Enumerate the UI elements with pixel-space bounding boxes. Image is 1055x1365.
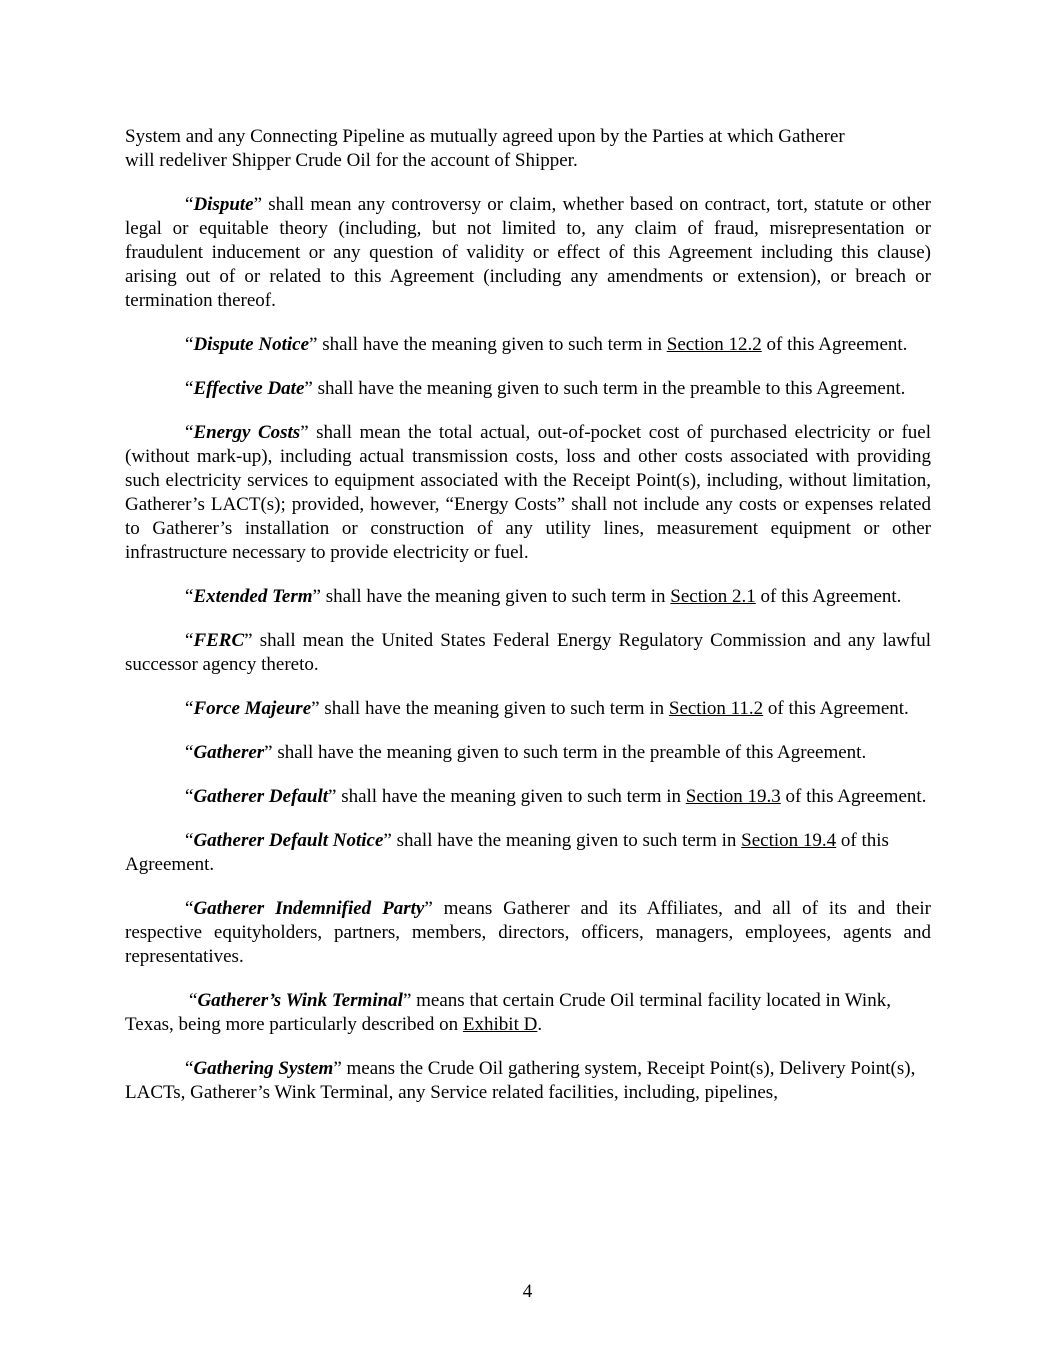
section-reference-link[interactable]: Section 19.3 (685, 786, 781, 807)
section-reference-link[interactable]: Section 12.2 (666, 334, 762, 355)
definition-dispute-notice: “Dispute Notice” shall have the meaning given to such term in Section 12.2 of this Agreement. (185, 334, 908, 355)
definition-text-after: . (537, 1014, 543, 1035)
defined-term: Gatherer (193, 742, 265, 763)
definition-text: means that certain Crude Oil terminal facility located in Wink, Texas, being more particularly described on (125, 990, 891, 1035)
definition-text: means Gatherer and its Affiliates, and all of its and their respective equityholders, partners, members, directors, officers, managers, employees, agents and representatives. (125, 898, 931, 967)
definition-gathering-system: “Gathering System” means the Crude Oil gathering system, Receipt Point(s), Delivery Point(s), LACTs, Gatherer’s Wink Terminal, any Service related facilities, including, pipelines, (125, 1058, 916, 1103)
definition-text: shall mean the total actual, out-of-pocket cost of purchased electricity or fuel (without mark-up), including actual transmission costs, loss and other costs associated with providing such electricity services to equipment associated with the Receipt Point(s), including, without limitation, Gatherer’s LACT(s); provided, however, “Energy Costs” shall not include any costs or expenses related to Gatherer’s installation or construction of any utility lines, measurement equipment or other infrastructure necessary to provide electricity or fuel. (125, 422, 931, 563)
definition-extended-term: “Extended Term” shall have the meaning given to such term in Section 2.1 of this Agreement. (185, 586, 902, 607)
exhibit-reference-link[interactable]: Exhibit D (462, 1014, 538, 1035)
definition-text: means the Crude Oil gathering system, Receipt Point(s), Delivery Point(s), LACTs, Gatherer’s Wink Terminal, any Service related facilities, including, pipelines, (125, 1058, 916, 1103)
definition-text: shall have the meaning given to such term in (319, 698, 669, 719)
section-reference-link[interactable]: Section 2.1 (670, 586, 756, 607)
definition-gatherers-wink-terminal: “Gatherer’s Wink Terminal” means that certain Crude Oil terminal facility located in Wink, Texas, being more particularly described on Exhibit D. (125, 990, 891, 1035)
definition-text: shall have the meaning given to such term in the preamble of this Agreement. (272, 742, 867, 763)
definition-text-after: of this Agreement. (763, 698, 909, 719)
defined-term: Extended Term (193, 586, 313, 607)
definition-text: shall mean the United States Federal Energy Regulatory Commission and any lawful successor agency thereto. (125, 630, 931, 675)
defined-term: FERC (193, 630, 245, 651)
page-number: 4 (522, 1281, 533, 1302)
defined-term: Effective Date (193, 378, 305, 399)
definition-text-after: of this Agreement. (780, 786, 927, 807)
intro-line-1: System and any Connecting Pipeline as mutually agreed upon by the Parties at which Gatherer (125, 126, 845, 147)
definition-text: shall mean any controversy or claim, whether based on contract, tort, statute or other legal or equitable theory (including, but not limited to, any claim of fraud, misrepresentation or fraudulent inducement or any question of validity or effect of this Agreement including this clause) arising out of or related to this Agreement (including any amendments or extension), or breach or termination thereof. (125, 194, 931, 311)
definition-text-after: of this Agreement. (761, 334, 908, 355)
definition-text: shall have the meaning given to such term in the preamble to this Agreement. (312, 378, 906, 399)
definition-text: shall have the meaning given to such term in (317, 334, 667, 355)
section-reference-link[interactable]: Section 11.2 (668, 698, 764, 719)
definition-text-after: of this Agreement. (125, 830, 889, 875)
defined-term: Gatherer’s Wink Terminal (197, 990, 403, 1011)
defined-term: Gathering System (193, 1058, 334, 1079)
document-page (125, 125, 931, 1125)
section-reference-link[interactable]: Section 19.4 (741, 830, 837, 851)
definition-gatherer-default-notice: “Gatherer Default Notice” shall have the meaning given to such term in Section 19.4 of this Agreement. (125, 830, 889, 875)
defined-term: Gatherer Indemnified Party (193, 898, 425, 919)
definition-force-majeure: “Force Majeure” shall have the meaning given to such term in Section 11.2 of this Agreement. (185, 698, 909, 719)
definition-text: shall have the meaning given to such term in (391, 830, 742, 851)
definition-text-after: of this Agreement. (755, 586, 902, 607)
definition-gatherer-indemnified-party: “Gatherer Indemnified Party” means Gatherer and its Affiliates, and all of its and their respective equityholders, partners, members, directors, officers, managers, employees, agents and representatives. (125, 898, 931, 967)
defined-term: Force Majeure (193, 698, 312, 719)
definition-gatherer: “Gatherer” shall have the meaning given to such term in the preamble of this Agreement. (185, 742, 867, 763)
defined-term: Dispute Notice (193, 334, 310, 355)
definition-energy-costs: “Energy Costs” shall mean the total actual, out-of-pocket cost of purchased electricity or fuel (without mark-up), including actual transmission costs, loss and other costs associated with providing such electricity services to equipment associated with the Receipt Point(s), including, without limitation, Gatherer’s LACT(s); provided, however, “Energy Costs” shall not include any costs or expenses related to Gatherer’s installation or construction of any utility lines, measurement equipment or other infrastructure necessary to provide electricity or fuel. (125, 422, 931, 563)
definition-gatherer-default: “Gatherer Default” shall have the meaning given to such term in Section 19.3 of this Agreement. (185, 786, 927, 807)
definition-ferc: “FERC” shall mean the United States Federal Energy Regulatory Commission and any lawful successor agency thereto. (125, 630, 931, 675)
definition-dispute: “Dispute” shall mean any controversy or claim, whether based on contract, tort, statute or other legal or equitable theory (including, but not limited to, any claim of fraud, misrepresentation or fraudulent inducement or any question of validity or effect of this Agreement including this clause) arising out of or related to this Agreement (including any amendments or extension), or breach or termination thereof. (125, 194, 931, 311)
defined-term: Gatherer Default Notice (193, 830, 384, 851)
definition-text: shall have the meaning given to such term in (320, 586, 671, 607)
definition-text: shall have the meaning given to such term in (336, 786, 686, 807)
defined-term: Dispute (193, 194, 254, 215)
defined-term: Energy Costs (193, 422, 301, 443)
intro-paragraph (125, 125, 931, 173)
defined-term: Gatherer Default (193, 786, 329, 807)
definition-effective-date: “Effective Date” shall have the meaning given to such term in the preamble to this Agreement. (185, 378, 906, 399)
intro-line-2: will redeliver Shipper Crude Oil for the account of Shipper. (125, 150, 578, 171)
